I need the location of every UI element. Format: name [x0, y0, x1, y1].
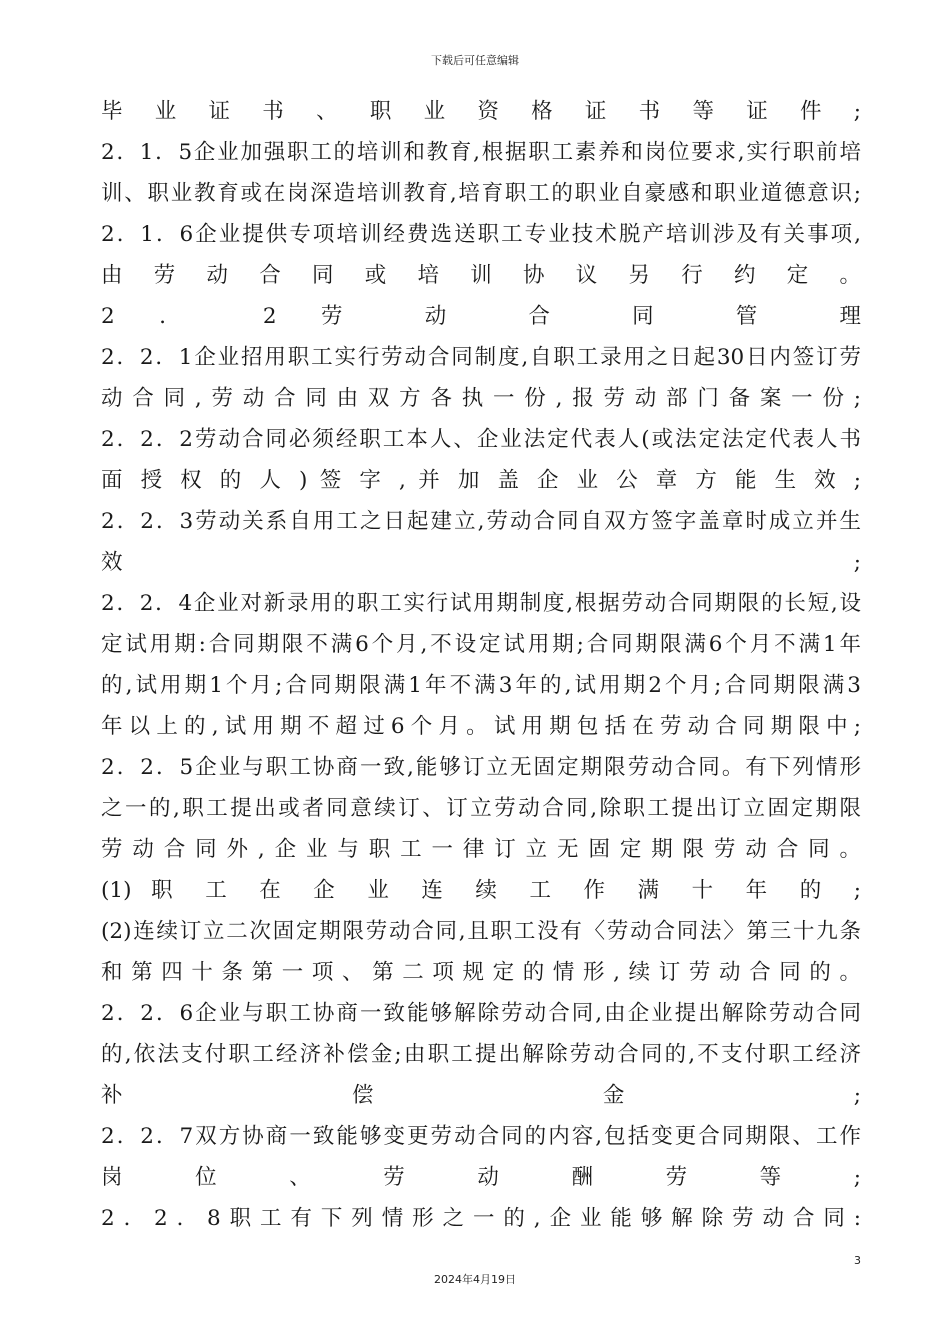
- text-line: 2．1．5企业加强职工的培训和教育,根据职工素养和岗位要求,实行职前培: [101, 140, 861, 165]
- text-line: 面 授 权 的 人 ) 签 字 , 并 加 盖 企 业 公 章 方 能 生 效 ;: [101, 468, 861, 493]
- text-line: (1) 职 工 在 企 业 连 续 工 作 满 十 年 的 ;: [101, 878, 861, 903]
- text-line: 效 ;: [101, 550, 861, 575]
- text-line: 补 偿 金 ;: [101, 1083, 861, 1108]
- text-line: 岗 位 、 劳 动 酬 劳 等 ;: [101, 1165, 861, 1190]
- text-line: 2．2．7双方协商一致能够变更劳动合同的内容,包括变更合同期限、工作: [101, 1124, 861, 1149]
- section-heading: 2 ． 2 劳 动 合 同 管 理: [101, 304, 861, 329]
- text-line: 的,试用期1个月;合同期限满1年不满3年的,试用期2个月;合同期限满3: [101, 673, 861, 698]
- text-line: 年以上的,试用期不超过6个月。试用期包括在劳动合同期限中;: [101, 714, 861, 739]
- text-line: 2．2．4企业对新录用的职工实行试用期制度,根据劳动合同期限的长短,设: [101, 591, 861, 616]
- text-line: 2．2．6企业与职工协商一致能够解除劳动合同,由企业提出解除劳动合同: [101, 1001, 861, 1026]
- page-header: 下载后可任意编辑: [431, 54, 519, 67]
- document-body: [101, 96, 861, 1244]
- text-line: 训、职业教育或在岗深造培训教育,培育职工的职业自豪感和职业道德意识;: [101, 181, 861, 206]
- text-line: 之一的,职工提出或者同意续订、订立劳动合同,除职工提出订立固定期限: [101, 796, 861, 821]
- page-number: 3: [854, 1254, 861, 1267]
- text-line: 2．2．1企业招用职工实行劳动合同制度,自职工录用之日起30日内签订劳: [101, 345, 861, 370]
- text-line: 动合同,劳动合同由双方各执一份,报劳动部门备案一份;: [101, 386, 861, 411]
- text-line: 2．2．5企业与职工协商一致,能够订立无固定期限劳动合同。有下列情形: [101, 755, 861, 780]
- text-line: 毕 业 证 书 、 职 业 资 格 证 书 等 证 件 ;: [101, 99, 861, 124]
- text-line: 定试用期:合同期限不满6个月,不设定试用期;合同期限满6个月不满1年: [101, 632, 861, 657]
- page-footer-date: 2024年4月19日: [434, 1273, 516, 1286]
- text-line: 2．2．2劳动合同必须经职工本人、企业法定代表人(或法定法定代表人书: [101, 427, 861, 452]
- text-line: (2)连续订立二次固定期限劳动合同,且职工没有〈劳动合同法〉第三十九条: [101, 919, 861, 944]
- text-line: 2．2．8职工有下列情形之一的,企业能够解除劳动合同:: [101, 1206, 861, 1231]
- text-line: 和第四十条第一项、第二项规定的情形,续订劳动合同的。: [101, 960, 861, 985]
- text-line: 劳动合同外,企业与职工一律订立无固定期限劳动合同。: [101, 837, 861, 862]
- text-line: 的,依法支付职工经济补偿金;由职工提出解除劳动合同的,不支付职工经济: [101, 1042, 861, 1067]
- text-line: 2．2．3劳动关系自用工之日起建立,劳动合同自双方签字盖章时成立并生: [101, 509, 861, 534]
- text-line: 由 劳 动 合 同 或 培 训 协 议 另 行 约 定 。: [101, 263, 861, 288]
- text-line: 2．1．6企业提供专项培训经费选送职工专业技术脱产培训涉及有关事项,: [101, 222, 861, 247]
